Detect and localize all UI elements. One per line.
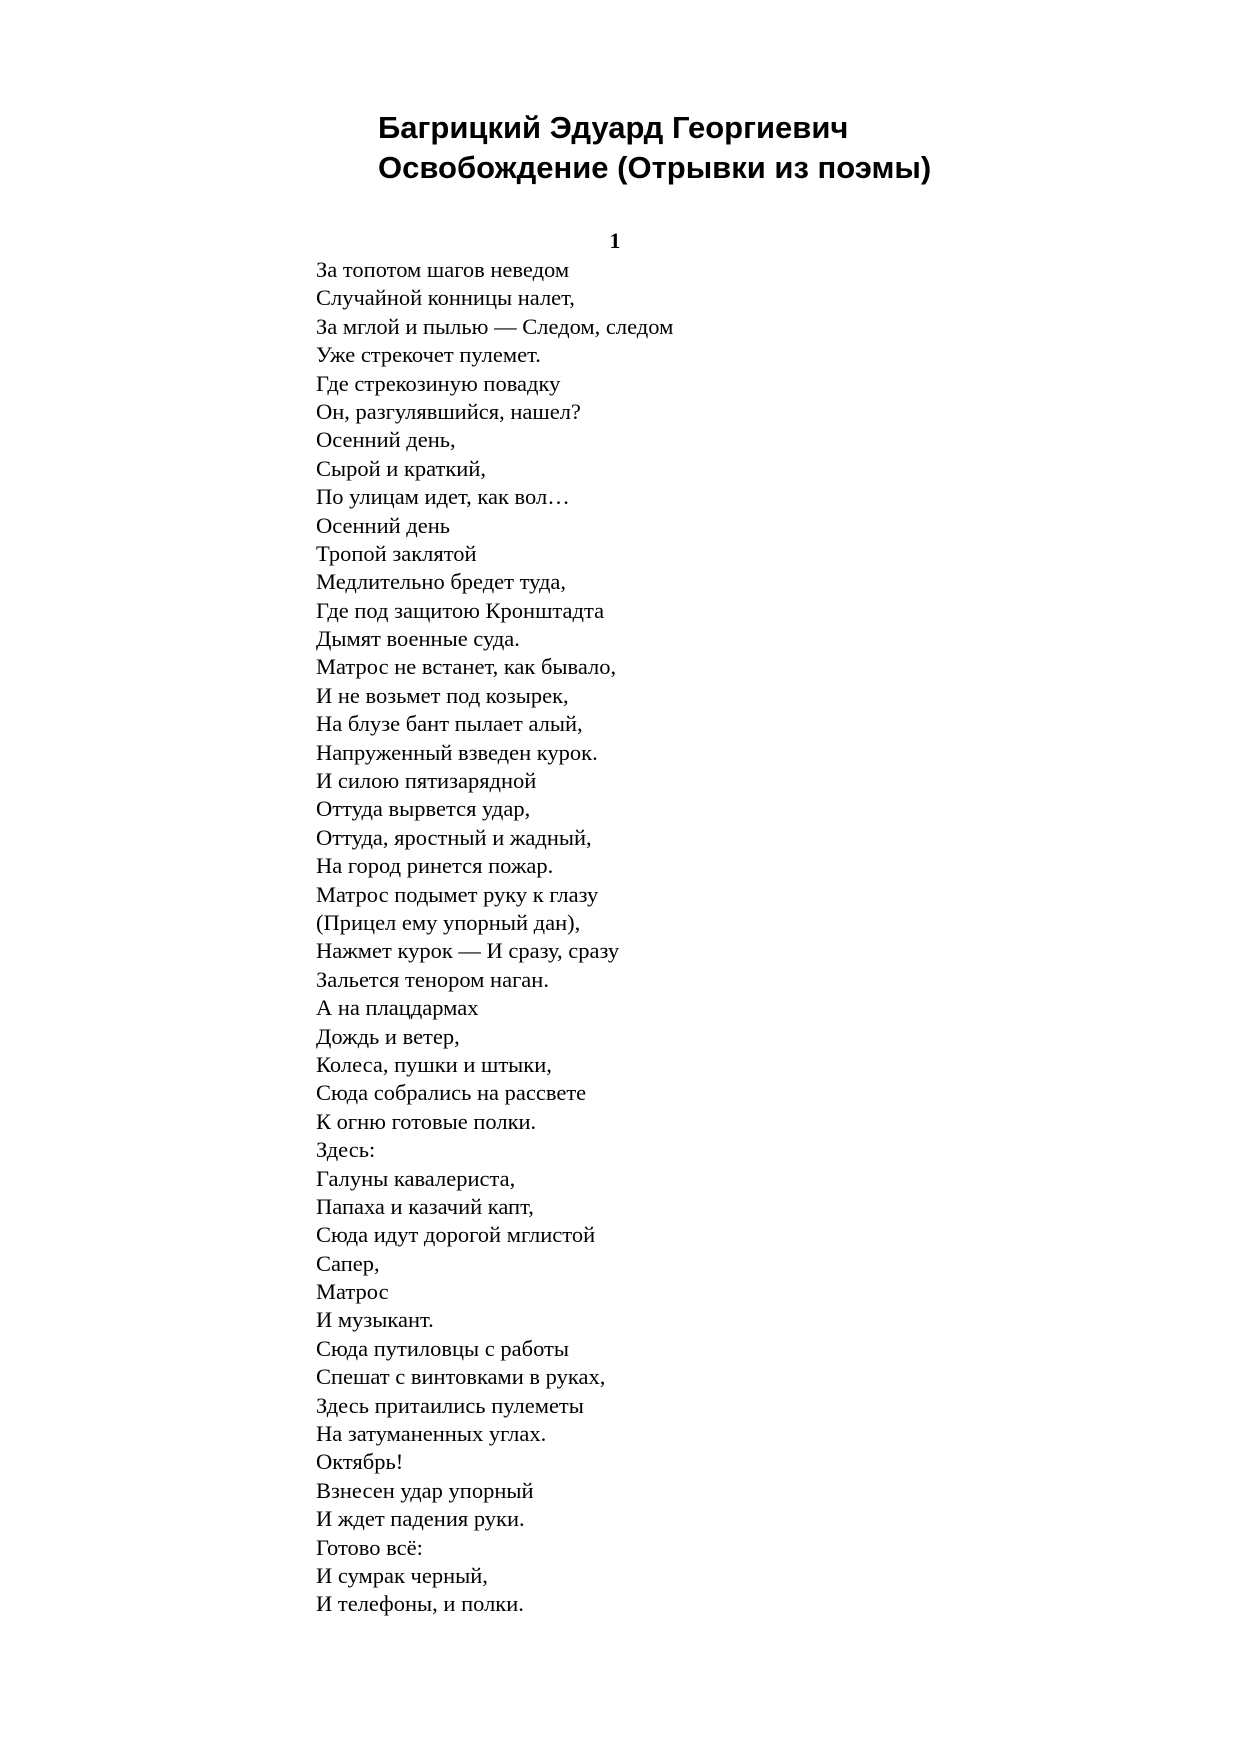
poem-line: Галуны кавалериста, [316, 1165, 516, 1191]
poem-line: И силою пятизарядной [316, 768, 537, 794]
poem-line: (Прицел ему упорный дан), [316, 909, 581, 935]
poem-line: По улицам идет, как вол… [316, 484, 570, 510]
poem-line: Матрос не встанет, как бывало, [316, 654, 617, 680]
document-header [378, 108, 931, 188]
poem-line: Он, разгулявшийся, нашел? [316, 398, 581, 424]
poem-body [316, 256, 673, 1619]
poem-line: Напруженный взведен курок. [316, 739, 598, 765]
poem-line: На город ринется пожар. [316, 853, 554, 879]
poem-line: Дождь и ветер, [316, 1023, 460, 1049]
poem-line: Спешат с винтовками в руках, [316, 1364, 606, 1390]
poem-line: Случайной конницы налет, [316, 285, 575, 311]
poem-line: Осенний день, [316, 427, 456, 453]
poem-line: Здесь: [316, 1137, 376, 1163]
poem-line: На затуманенных углах. [316, 1421, 547, 1447]
poem-line: Здесь притаились пулеметы [316, 1392, 584, 1418]
poem-line: Октябрь! [316, 1449, 404, 1475]
poem-line: Сюда собрались на рассвете [316, 1080, 587, 1106]
poem-line: И сумрак черный, [316, 1562, 488, 1588]
poem-line: Тропой заклятой [316, 540, 477, 566]
poem-line: Уже стрекочет пулемет. [316, 342, 541, 368]
poem-line: Взнесен удар упорный [316, 1477, 534, 1503]
poem-line: За мглой и пылью — Следом, следом [316, 313, 674, 339]
poem-line: Оттуда вырвется удар, [316, 796, 531, 822]
document-title: Освобождение (Отрывки из поэмы) [378, 150, 932, 185]
section-number: 1 [609, 228, 621, 253]
poem-line: Оттуда, яростный и жадный, [316, 824, 592, 850]
poem-line: Где под защитою Кронштадта [316, 597, 605, 623]
poem-line: Колеса, пушки и штыки, [316, 1051, 552, 1077]
poem-line: И телефоны, и полки. [316, 1591, 524, 1617]
poem-line: Нажмет курок — И сразу, сразу [316, 938, 620, 964]
poem-line: Папаха и казачий капт, [316, 1193, 534, 1219]
poem-line: Сюда идут дорогой мглистой [316, 1222, 596, 1248]
poem-line: Медлительно бредет туда, [316, 569, 567, 595]
poem-line: Дымят военные суда. [316, 626, 520, 652]
poem-line: И музыкант. [316, 1307, 434, 1333]
poem-line: К огню готовые полки. [316, 1108, 537, 1134]
author-name: Багрицкий Эдуард Георгиевич [378, 110, 849, 145]
poem-line: Сырой и краткий, [316, 455, 487, 481]
poem-line: Сапер, [316, 1250, 380, 1276]
poem-line: Матрос подымет руку к глазу [316, 881, 599, 907]
poem-line: Зальется тенором наган. [316, 966, 549, 992]
poem-line: Осенний день [316, 512, 451, 538]
poem-line: Матрос [316, 1279, 389, 1305]
poem-line: Где стрекозиную повадку [316, 370, 561, 396]
poem-line: За топотом шагов неведом [316, 257, 570, 282]
poem-line: Сюда путиловцы с работы [316, 1335, 569, 1361]
poem-line: Готово всё: [316, 1534, 423, 1560]
poem-line: И не возьмет под козырек, [316, 682, 569, 708]
poem-line: И ждет падения руки. [316, 1506, 525, 1532]
poem-line: На блузе бант пылает алый, [316, 711, 583, 737]
poem-line: А на плацдармах [316, 995, 479, 1021]
